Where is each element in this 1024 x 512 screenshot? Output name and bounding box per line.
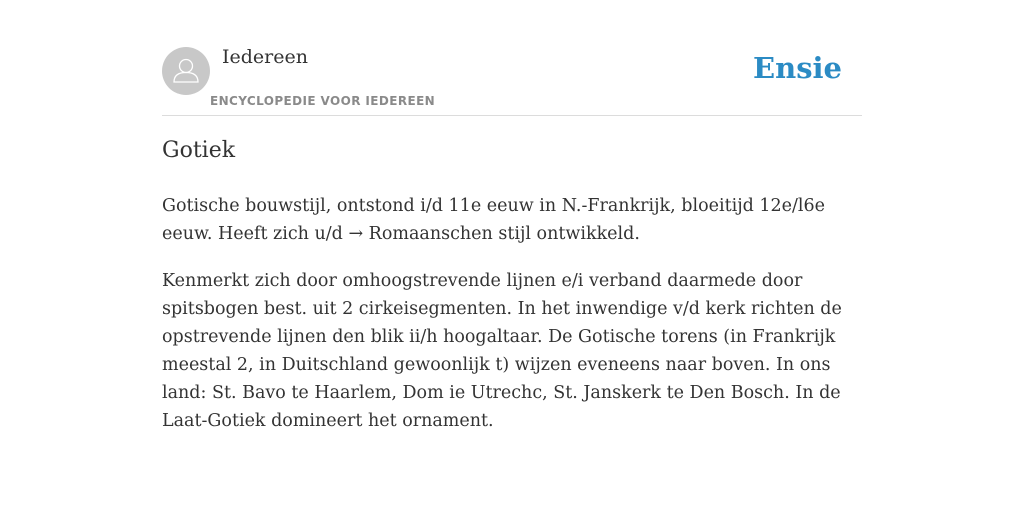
- avatar[interactable]: [162, 47, 210, 95]
- site-tagline: ENCYCLOPEDIE VOOR IEDEREEN: [210, 94, 436, 108]
- article-paragraph: Kenmerkt zich door omhoogstrevende lijnen e/i verband daarmede door spitsbogen best. uit 2 cirkeisegmenten. In het inwendige v/d kerk richten de opstrevende lijnen den blik ii/h hoogaltaar. De Gotische torens (in Frankrijk meestal 2, in Duitschland gewoonlijk t) wijzen eveneens naar boven. In ons land: St. Bavo te Haarlem, Dom ie Utrechc, St. Janskerk te Den Bosch. In de Laat-Gotiek domineert het ornament.: [162, 271, 842, 431]
- article-body: [162, 192, 862, 454]
- user-name[interactable]: Iedereen: [222, 46, 308, 68]
- header: [162, 46, 862, 116]
- brand-logo[interactable]: Ensie: [753, 51, 842, 85]
- user-silhouette-icon: [162, 47, 210, 95]
- article-paragraph: Gotische bouwstijl, ontstond i/d 11e eeuw in N.-Frankrijk, bloeitijd 12e/l6e eeuw. Heeft zich u/d → Romaanschen stijl ontwikkeld.: [162, 196, 826, 244]
- article-title: Gotiek: [162, 138, 236, 163]
